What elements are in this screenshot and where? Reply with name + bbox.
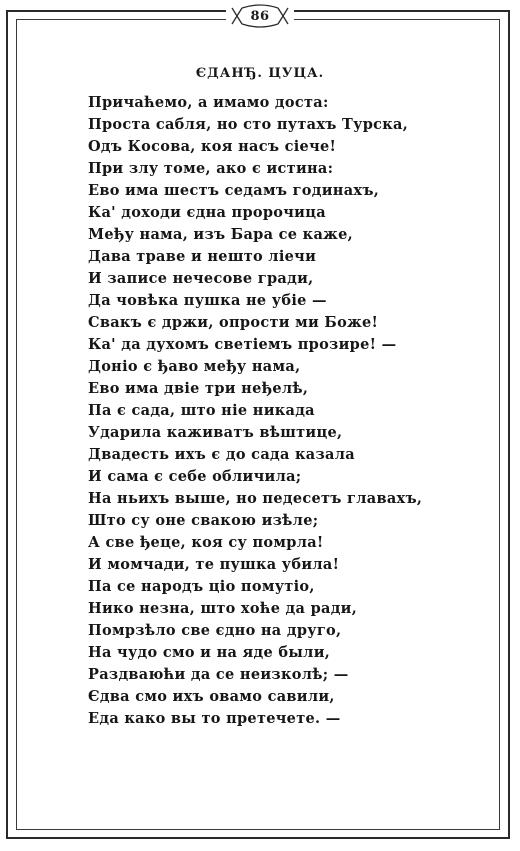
poem-line: Ево има двіе три неђелѣ, — [88, 380, 309, 397]
poem-line: Па є сада, што ніе никада — [88, 402, 315, 419]
poem-line: На чудо смо и на яде были, — [88, 644, 331, 661]
poem-line: Причаћемо, а имамо доста: — [88, 94, 329, 111]
poem-line: Проста сабля, но сто путахъ Турска, — [88, 116, 409, 133]
poem-line: Доніо є ђаво међу нама, — [88, 358, 301, 375]
poem-line: Двадесть ихъ є до сада казала — [88, 446, 355, 463]
poem-line: Да човѣка пушка не убіе — — [88, 292, 327, 309]
poem-line: И записе нечесове гради, — [88, 270, 314, 287]
poem-line: На ньихъ выше, но педесетъ главахъ, — [88, 490, 423, 507]
poem-line: При злу томе, ако є истина: — [88, 160, 334, 177]
poem-line: Ево има шестъ седамъ годинахъ, — [88, 182, 380, 199]
poem-text — [88, 92, 422, 730]
poem-line: А све ђеце, коя су помрла! — [88, 534, 324, 551]
poem-line: Па се народъ ціо помутіо, — [88, 578, 315, 595]
poem-line: Ка' да духомъ светіемъ прозире! — — [88, 336, 397, 353]
poem-line: Дава траве и нешто ліечи — [88, 248, 317, 265]
poem-line: Єдва смо ихъ овамо савили, — [88, 688, 335, 705]
poem-line: Раздваюћи да се неизколѣ; — — [88, 666, 349, 683]
page-number: 86 — [250, 8, 270, 24]
poem-line: Нико незна, што хоће да ради, — [88, 600, 358, 617]
poem-line: Ка' доходи єдна пророчица — [88, 204, 326, 221]
poem-line: Одъ Косова, коя насъ сіече! — [88, 138, 337, 155]
poem-line: Еда како вы то претечете. — — [88, 710, 341, 727]
poem-line: Што су оне свакою изѣле; — [88, 512, 319, 529]
poem-line: И момчади, те пушка убила! — [88, 556, 340, 573]
page-title: ЄДАНЂ. ЦУЦА. — [195, 66, 325, 81]
poem-line: И сама є себе обличила; — [88, 468, 302, 485]
poem-line: Свакъ є држи, опрости ми Боже! — [88, 314, 379, 331]
poem-line: Ударила каживатъ вѣштице, — [88, 424, 343, 441]
page-number-ornament — [226, 2, 294, 30]
poem-line: Међу нама, изъ Бара се каже, — [88, 226, 353, 243]
poem-line: Помрзѣло све єдно на друго, — [88, 622, 342, 639]
